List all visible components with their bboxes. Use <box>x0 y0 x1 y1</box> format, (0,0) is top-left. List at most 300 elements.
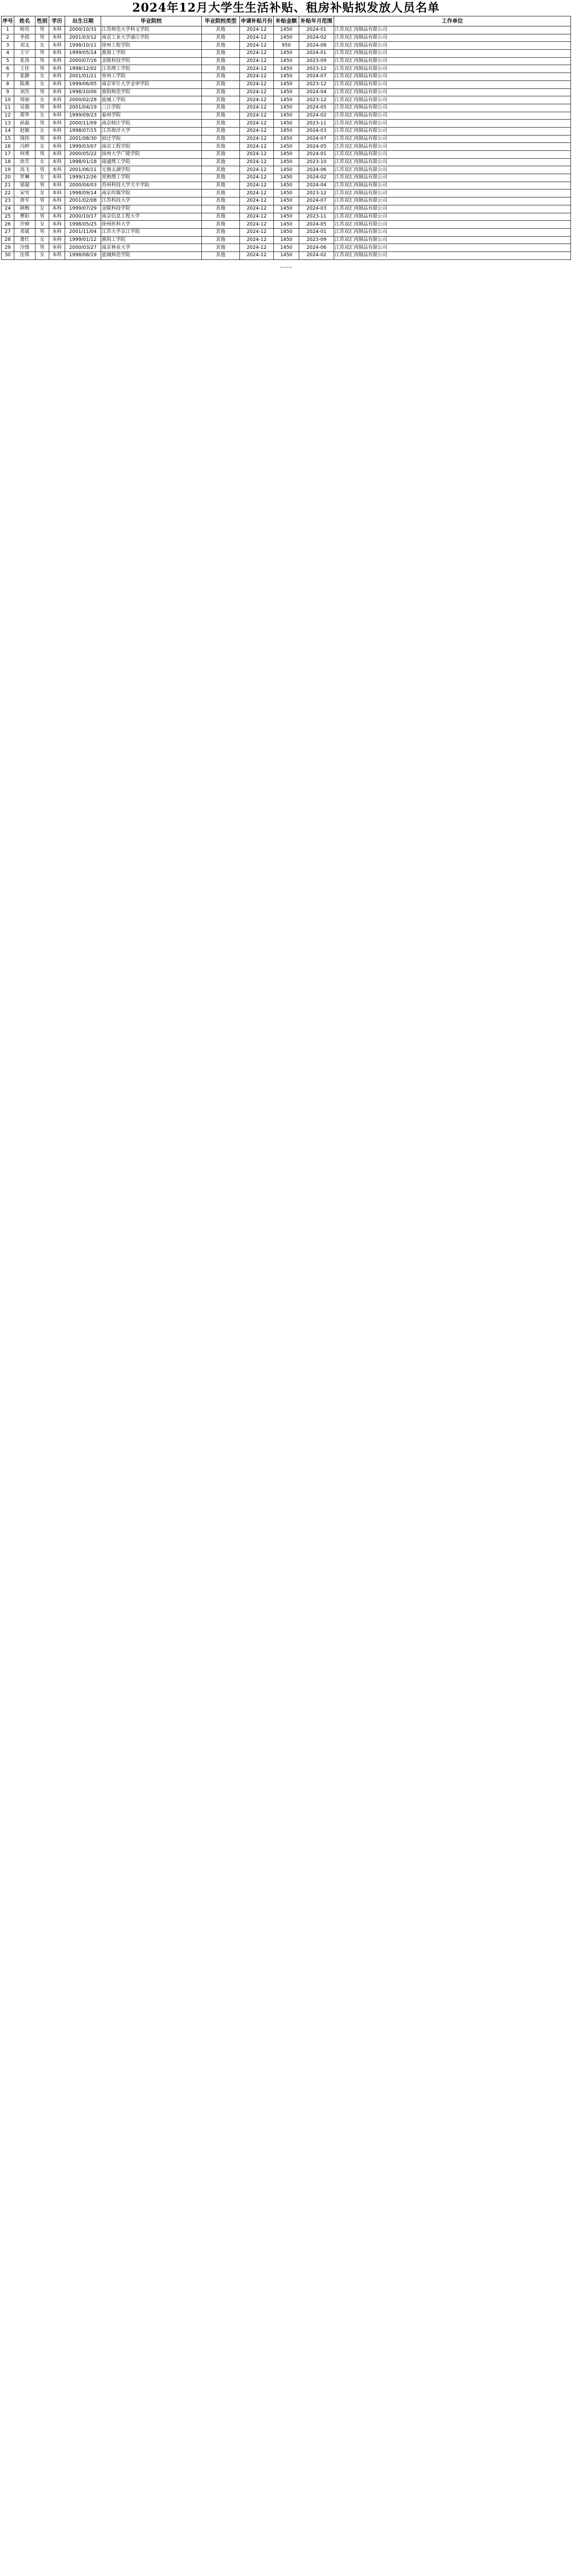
table-cell: 22 <box>2 190 14 197</box>
table-cell: 男 <box>35 65 49 73</box>
table-cell: 1 <box>2 26 14 34</box>
table-cell: 江苏双汇肉制品有限公司 <box>334 182 571 190</box>
table-cell: 本科 <box>49 104 65 112</box>
table-cell: 女 <box>35 112 49 120</box>
table-cell: 江苏双汇肉制品有限公司 <box>334 104 571 112</box>
table-cell: 2024-04 <box>299 88 334 96</box>
table-row <box>2 197 571 205</box>
table-cell: 2023-12 <box>299 80 334 88</box>
table-cell: 江苏双汇肉制品有限公司 <box>334 251 571 259</box>
table-cell: 950 <box>274 42 299 50</box>
table-row <box>2 120 571 128</box>
table-cell: 1450 <box>274 236 299 244</box>
table-row <box>2 96 571 104</box>
table-cell: 江苏双汇肉制品有限公司 <box>334 197 571 205</box>
table-cell: 3 <box>2 42 14 50</box>
table-row <box>2 213 571 221</box>
table-cell: 唐军 <box>14 197 35 205</box>
table-cell: 8 <box>2 80 14 88</box>
table-cell: 其他 <box>202 34 240 42</box>
table-cell: 江苏双汇肉制品有限公司 <box>334 244 571 252</box>
table-cell: 其他 <box>202 65 240 73</box>
table-cell: 江苏双汇肉制品有限公司 <box>334 73 571 81</box>
table-cell: 何勇 <box>14 151 35 159</box>
table-cell: 2 <box>2 34 14 42</box>
table-cell: 钱伟 <box>14 135 35 143</box>
table-cell: 男 <box>35 151 49 159</box>
table-cell: 女 <box>35 80 49 88</box>
table-cell: 23 <box>2 197 14 205</box>
table-row <box>2 80 571 88</box>
table-cell: 2023-12 <box>299 190 334 197</box>
table-cell: 4 <box>2 50 14 58</box>
table-cell: 2024-12 <box>240 151 274 159</box>
table-cell: 7 <box>2 73 14 81</box>
table-cell: 三江学院 <box>101 104 202 112</box>
table-cell: 1450 <box>274 120 299 128</box>
table-cell: 无锡太湖学院 <box>101 166 202 174</box>
table-cell: 2024-12 <box>240 42 274 50</box>
table-cell: 1450 <box>274 244 299 252</box>
table-cell: 1999/03/07 <box>65 143 101 151</box>
col-header: 姓名 <box>14 16 35 26</box>
table-cell: 2024-01 <box>299 228 334 236</box>
table-cell: 1450 <box>274 135 299 143</box>
table-row <box>2 143 571 151</box>
table-cell: 2024-12 <box>240 182 274 190</box>
table-cell: 1450 <box>274 251 299 259</box>
table-cell: 南京工程学院 <box>101 143 202 151</box>
table-row <box>2 221 571 229</box>
table-cell: 韩梅 <box>14 205 35 213</box>
table-cell: 2023-11 <box>299 120 334 128</box>
table-row <box>2 135 571 143</box>
table-cell: 江苏双汇肉制品有限公司 <box>334 135 571 143</box>
table-cell: 江苏双汇肉制品有限公司 <box>334 174 571 182</box>
table-cell: 2024-12 <box>240 244 274 252</box>
table-row <box>2 42 571 50</box>
table-cell: 江苏双汇肉制品有限公司 <box>334 50 571 58</box>
table-cell: 女 <box>35 127 49 135</box>
table-cell: 1450 <box>274 190 299 197</box>
col-header: 学历 <box>49 16 65 26</box>
table-cell: 1999/12/26 <box>65 174 101 182</box>
table-cell: 其他 <box>202 213 240 221</box>
table-cell: 男 <box>35 182 49 190</box>
table-cell: 李晨 <box>14 34 35 42</box>
table-row <box>2 104 571 112</box>
table-cell: 2024-12 <box>240 104 274 112</box>
table-cell: 本科 <box>49 135 65 143</box>
table-cell: 江苏海洋大学 <box>101 127 202 135</box>
table-cell: 女 <box>35 143 49 151</box>
table-cell: 1450 <box>274 182 299 190</box>
table-cell: 2001/03/12 <box>65 34 101 42</box>
table-cell: 1450 <box>274 174 299 182</box>
table-cell: 徐州医科大学 <box>101 221 202 229</box>
table-cell: 本科 <box>49 236 65 244</box>
table-cell: 其他 <box>202 104 240 112</box>
table-row <box>2 34 571 42</box>
table-row <box>2 26 571 34</box>
table-row <box>2 127 571 135</box>
table-cell: 本科 <box>49 174 65 182</box>
table-cell: 邓斌 <box>14 228 35 236</box>
table-cell: 1450 <box>274 197 299 205</box>
table-cell: 江苏科技大学 <box>101 197 202 205</box>
table-cell: 14 <box>2 127 14 135</box>
table-row <box>2 73 571 81</box>
table-header-row <box>2 16 571 26</box>
table-cell: 2024-12 <box>240 135 274 143</box>
table-cell: 罗琳 <box>14 174 35 182</box>
table-cell: 1998/12/02 <box>65 65 101 73</box>
table-cell: 其他 <box>202 166 240 174</box>
table-cell: 1999/07/29 <box>65 205 101 213</box>
table-cell: 常熟理工学院 <box>101 174 202 182</box>
table-cell: 20 <box>2 174 14 182</box>
table-cell: 本科 <box>49 73 65 81</box>
table-cell: 江苏双汇肉制品有限公司 <box>334 158 571 166</box>
table-cell: 1998/01/18 <box>65 158 101 166</box>
table-row <box>2 166 571 174</box>
table-cell: 其他 <box>202 236 240 244</box>
table-cell: 江苏双汇肉制品有限公司 <box>334 190 571 197</box>
table-cell: 其他 <box>202 80 240 88</box>
table-cell: 江苏双汇肉制品有限公司 <box>334 143 571 151</box>
table-cell: 2023-10 <box>299 158 334 166</box>
table-cell: 2001/02/08 <box>65 197 101 205</box>
table-cell: 江苏双汇肉制品有限公司 <box>334 88 571 96</box>
table-cell: 张涛 <box>14 57 35 65</box>
table-cell: 冷锋 <box>14 244 35 252</box>
table-cell: 江苏大学京江学院 <box>101 228 202 236</box>
table-cell: 本科 <box>49 205 65 213</box>
table-cell: 2001/11/04 <box>65 228 101 236</box>
table-cell: 21 <box>2 182 14 190</box>
table-cell: 2023-12 <box>299 65 334 73</box>
table-cell: 淮阴工学院 <box>101 236 202 244</box>
table-cell: 其他 <box>202 251 240 259</box>
table-cell: 2024-12 <box>240 213 274 221</box>
col-header: 出生日期 <box>65 16 101 26</box>
table-cell: 本科 <box>49 120 65 128</box>
table-cell: 5 <box>2 57 14 65</box>
table-cell: 2024-06 <box>299 244 334 252</box>
table-cell: 金陵科技学院 <box>101 205 202 213</box>
col-header: 补贴年月范围 <box>299 16 334 26</box>
table-cell: 其他 <box>202 143 240 151</box>
table-cell: 本科 <box>49 42 65 50</box>
table-cell: 2024-12 <box>240 158 274 166</box>
table-cell: 南京信息工程大学 <box>101 213 202 221</box>
table-cell: 江苏双汇肉制品有限公司 <box>334 228 571 236</box>
table-cell: 9 <box>2 88 14 96</box>
table-cell: 2024-07 <box>299 135 334 143</box>
table-cell: 江苏双汇肉制品有限公司 <box>334 34 571 42</box>
table-cell: 女 <box>35 96 49 104</box>
table-cell: 1450 <box>274 205 299 213</box>
table-row <box>2 57 571 65</box>
table-cell: 2024-12 <box>240 205 274 213</box>
table-cell: 15 <box>2 135 14 143</box>
table-cell: 江苏双汇肉制品有限公司 <box>334 221 571 229</box>
table-cell: 2001/08/30 <box>65 135 101 143</box>
table-cell: 男 <box>35 120 49 128</box>
table-cell: 本科 <box>49 26 65 34</box>
table-cell: 2024-07 <box>299 197 334 205</box>
col-header: 补贴金额 <box>274 16 299 26</box>
table-cell: 郑华 <box>14 112 35 120</box>
table-cell: 男 <box>35 213 49 221</box>
table-cell: 其他 <box>202 182 240 190</box>
table-cell: 1999/05/14 <box>65 50 101 58</box>
table-cell: 16 <box>2 143 14 151</box>
more-rows-note: …… <box>280 262 292 269</box>
table-cell: 女 <box>35 190 49 197</box>
table-cell: 其他 <box>202 205 240 213</box>
table-cell: 1450 <box>274 112 299 120</box>
table-cell: 2024-03 <box>299 127 334 135</box>
table-cell: 江苏双汇肉制品有限公司 <box>334 236 571 244</box>
table-row <box>2 190 571 197</box>
table-cell: 沈琪 <box>14 251 35 259</box>
table-cell: 冯婷 <box>14 143 35 151</box>
table-cell: 2023-11 <box>299 213 334 221</box>
table-cell: 2024-12 <box>240 166 274 174</box>
table-cell: 本科 <box>49 96 65 104</box>
table-cell: 2024-05 <box>299 143 334 151</box>
table-cell: 2000/10/31 <box>65 26 101 34</box>
table-cell: 南京审计大学金审学院 <box>101 80 202 88</box>
table-cell: 江苏师范大学科文学院 <box>101 26 202 34</box>
table-cell: 本科 <box>49 213 65 221</box>
table-cell: 萧红 <box>14 236 35 244</box>
table-cell: 2024-07 <box>299 73 334 81</box>
table-cell: 1450 <box>274 213 299 221</box>
table-cell: 2024-12 <box>240 34 274 42</box>
table-cell: 1450 <box>274 166 299 174</box>
table-cell: 1450 <box>274 34 299 42</box>
table-cell: 本科 <box>49 251 65 259</box>
table-cell: 江苏双汇肉制品有限公司 <box>334 127 571 135</box>
table-cell: 本科 <box>49 143 65 151</box>
table-cell: 本科 <box>49 182 65 190</box>
table-cell: 女 <box>35 174 49 182</box>
table-cell: 周丽 <box>14 96 35 104</box>
table-cell: 许晴 <box>14 221 35 229</box>
table-cell: 宋雪 <box>14 190 35 197</box>
table-cell: 男 <box>35 50 49 58</box>
table-row <box>2 251 571 259</box>
table-cell: 刘文 <box>14 42 35 50</box>
table-cell: 陈燕 <box>14 80 35 88</box>
table-cell: 2024-12 <box>240 197 274 205</box>
table-cell: 徐州工程学院 <box>101 42 202 50</box>
table-cell: 2001/04/19 <box>65 104 101 112</box>
table-cell: 1450 <box>274 80 299 88</box>
table-cell: 2000/02/28 <box>65 96 101 104</box>
table-cell: 1450 <box>274 221 299 229</box>
table-cell: 扬州大学广陵学院 <box>101 151 202 159</box>
table-cell: 其他 <box>202 174 240 182</box>
table-row <box>2 236 571 244</box>
table-cell: 其他 <box>202 88 240 96</box>
table-cell: 2024-12 <box>240 73 274 81</box>
table-cell: 其他 <box>202 50 240 58</box>
table-cell: 女 <box>35 42 49 50</box>
table-cell: 女 <box>35 158 49 166</box>
table-cell: 其他 <box>202 42 240 50</box>
table-cell: 本科 <box>49 221 65 229</box>
table-cell: 其他 <box>202 228 240 236</box>
table-cell: 本科 <box>49 80 65 88</box>
table-cell: 江苏理工学院 <box>101 65 202 73</box>
table-cell: 2023-12 <box>299 96 334 104</box>
table-cell: 南京晓庄学院 <box>101 120 202 128</box>
table-cell: 26 <box>2 221 14 229</box>
table-cell: 淮海工学院 <box>101 50 202 58</box>
table-cell: 王宇 <box>14 50 35 58</box>
table-cell: 2024-12 <box>240 174 274 182</box>
table-cell: 南京传媒学院 <box>101 190 202 197</box>
table-cell: 17 <box>2 151 14 159</box>
table-row <box>2 158 571 166</box>
table-cell: 2024-05 <box>299 221 334 229</box>
table-body <box>2 26 571 260</box>
table-cell: 2024-12 <box>240 65 274 73</box>
table-cell: 其他 <box>202 197 240 205</box>
table-row <box>2 151 571 159</box>
table-cell: 2024-12 <box>240 120 274 128</box>
table-cell: 25 <box>2 213 14 221</box>
table-cell: 2024-04 <box>299 182 334 190</box>
table-cell: 2024-02 <box>299 174 334 182</box>
table-cell: 江苏双汇肉制品有限公司 <box>334 151 571 159</box>
table-cell: 2024-03 <box>299 205 334 213</box>
table-cell: 29 <box>2 244 14 252</box>
table-cell: 1998/09/14 <box>65 190 101 197</box>
table-row <box>2 88 571 96</box>
table-cell: 江苏双汇肉制品有限公司 <box>334 112 571 120</box>
table-row <box>2 228 571 236</box>
table-cell: 2024-12 <box>240 57 274 65</box>
col-header: 毕业院校类型 <box>202 16 240 26</box>
table-cell: 孙磊 <box>14 120 35 128</box>
table-cell: 1450 <box>274 57 299 65</box>
table-cell: 其他 <box>202 135 240 143</box>
col-header: 工作单位 <box>334 16 571 26</box>
table-cell: 1999/01/12 <box>65 236 101 244</box>
table-cell: 本科 <box>49 158 65 166</box>
table-cell: 1450 <box>274 143 299 151</box>
table-cell: 其他 <box>202 221 240 229</box>
table-cell: 2024-02 <box>299 34 334 42</box>
table-cell: 本科 <box>49 190 65 197</box>
table-cell: 2001/01/21 <box>65 73 101 81</box>
table-cell: 2000/05/22 <box>65 151 101 159</box>
table-cell: 其他 <box>202 96 240 104</box>
table-cell: 12 <box>2 112 14 120</box>
table-cell: 江苏双汇肉制品有限公司 <box>334 80 571 88</box>
table-cell: 2000/07/16 <box>65 57 101 65</box>
table-cell: 盐城师范学院 <box>101 251 202 259</box>
table-cell: 江苏双汇肉制品有限公司 <box>334 42 571 50</box>
table-cell: 江苏双汇肉制品有限公司 <box>334 166 571 174</box>
table-cell: 女 <box>35 205 49 213</box>
table-cell: 1450 <box>274 50 299 58</box>
table-cell: 刘杰 <box>14 88 35 96</box>
table-cell: 2023-09 <box>299 236 334 244</box>
table-cell: 高飞 <box>14 166 35 174</box>
table-row <box>2 50 571 58</box>
table-cell: 1450 <box>274 158 299 166</box>
table-cell: 1450 <box>274 73 299 81</box>
table-cell: 18 <box>2 158 14 166</box>
table-cell: 南京工业大学浦江学院 <box>101 34 202 42</box>
table-cell: 1999/06/05 <box>65 80 101 88</box>
col-header: 申请补贴月份 <box>240 16 274 26</box>
table-cell: 2024-12 <box>240 251 274 259</box>
table-cell: 1450 <box>274 228 299 236</box>
table-cell: 江苏双汇肉制品有限公司 <box>334 26 571 34</box>
table-cell: 男 <box>35 135 49 143</box>
table-cell: 1450 <box>274 151 299 159</box>
table-cell: 1450 <box>274 104 299 112</box>
table-cell: 1998/05/25 <box>65 221 101 229</box>
table-cell: 30 <box>2 251 14 259</box>
table-cell: 2024-12 <box>240 26 274 34</box>
table-cell: 女 <box>35 236 49 244</box>
table-cell: 2000/10/17 <box>65 213 101 221</box>
table-cell: 2024-12 <box>240 80 274 88</box>
table-cell: 1998/10/11 <box>65 42 101 50</box>
table-cell: 淮阴师范学院 <box>101 88 202 96</box>
table-cell: 2024-12 <box>240 143 274 151</box>
table-cell: 2023-09 <box>299 57 334 65</box>
table-cell: 盐城工学院 <box>101 96 202 104</box>
table-cell: 女 <box>35 73 49 81</box>
table-cell: 6 <box>2 65 14 73</box>
table-cell: 1998/07/15 <box>65 127 101 135</box>
table-cell: 2024-12 <box>240 236 274 244</box>
table-row <box>2 205 571 213</box>
table-cell: 1450 <box>274 26 299 34</box>
table-row <box>2 244 571 252</box>
table-cell: 其他 <box>202 190 240 197</box>
table-cell: 19 <box>2 166 14 174</box>
table-cell: 本科 <box>49 57 65 65</box>
table-cell: 本科 <box>49 228 65 236</box>
table-cell: 本科 <box>49 50 65 58</box>
table-cell: 徐芳 <box>14 158 35 166</box>
table-cell: 宿迁学院 <box>101 135 202 143</box>
table-cell: 江苏双汇肉制品有限公司 <box>334 65 571 73</box>
table-cell: 2001/06/11 <box>65 166 101 174</box>
table-cell: 杨昊 <box>14 26 35 34</box>
table-cell: 24 <box>2 205 14 213</box>
table-cell: 2024-02 <box>299 251 334 259</box>
table-cell: 男 <box>35 88 49 96</box>
table-cell: 江苏双汇肉制品有限公司 <box>334 57 571 65</box>
table-cell: 2024-12 <box>240 221 274 229</box>
table-cell: 男 <box>35 228 49 236</box>
table-row <box>2 182 571 190</box>
table-cell: 本科 <box>49 197 65 205</box>
table-cell: 女 <box>35 251 49 259</box>
table-cell: 赵敏 <box>14 127 35 135</box>
roster-table <box>1 16 571 260</box>
